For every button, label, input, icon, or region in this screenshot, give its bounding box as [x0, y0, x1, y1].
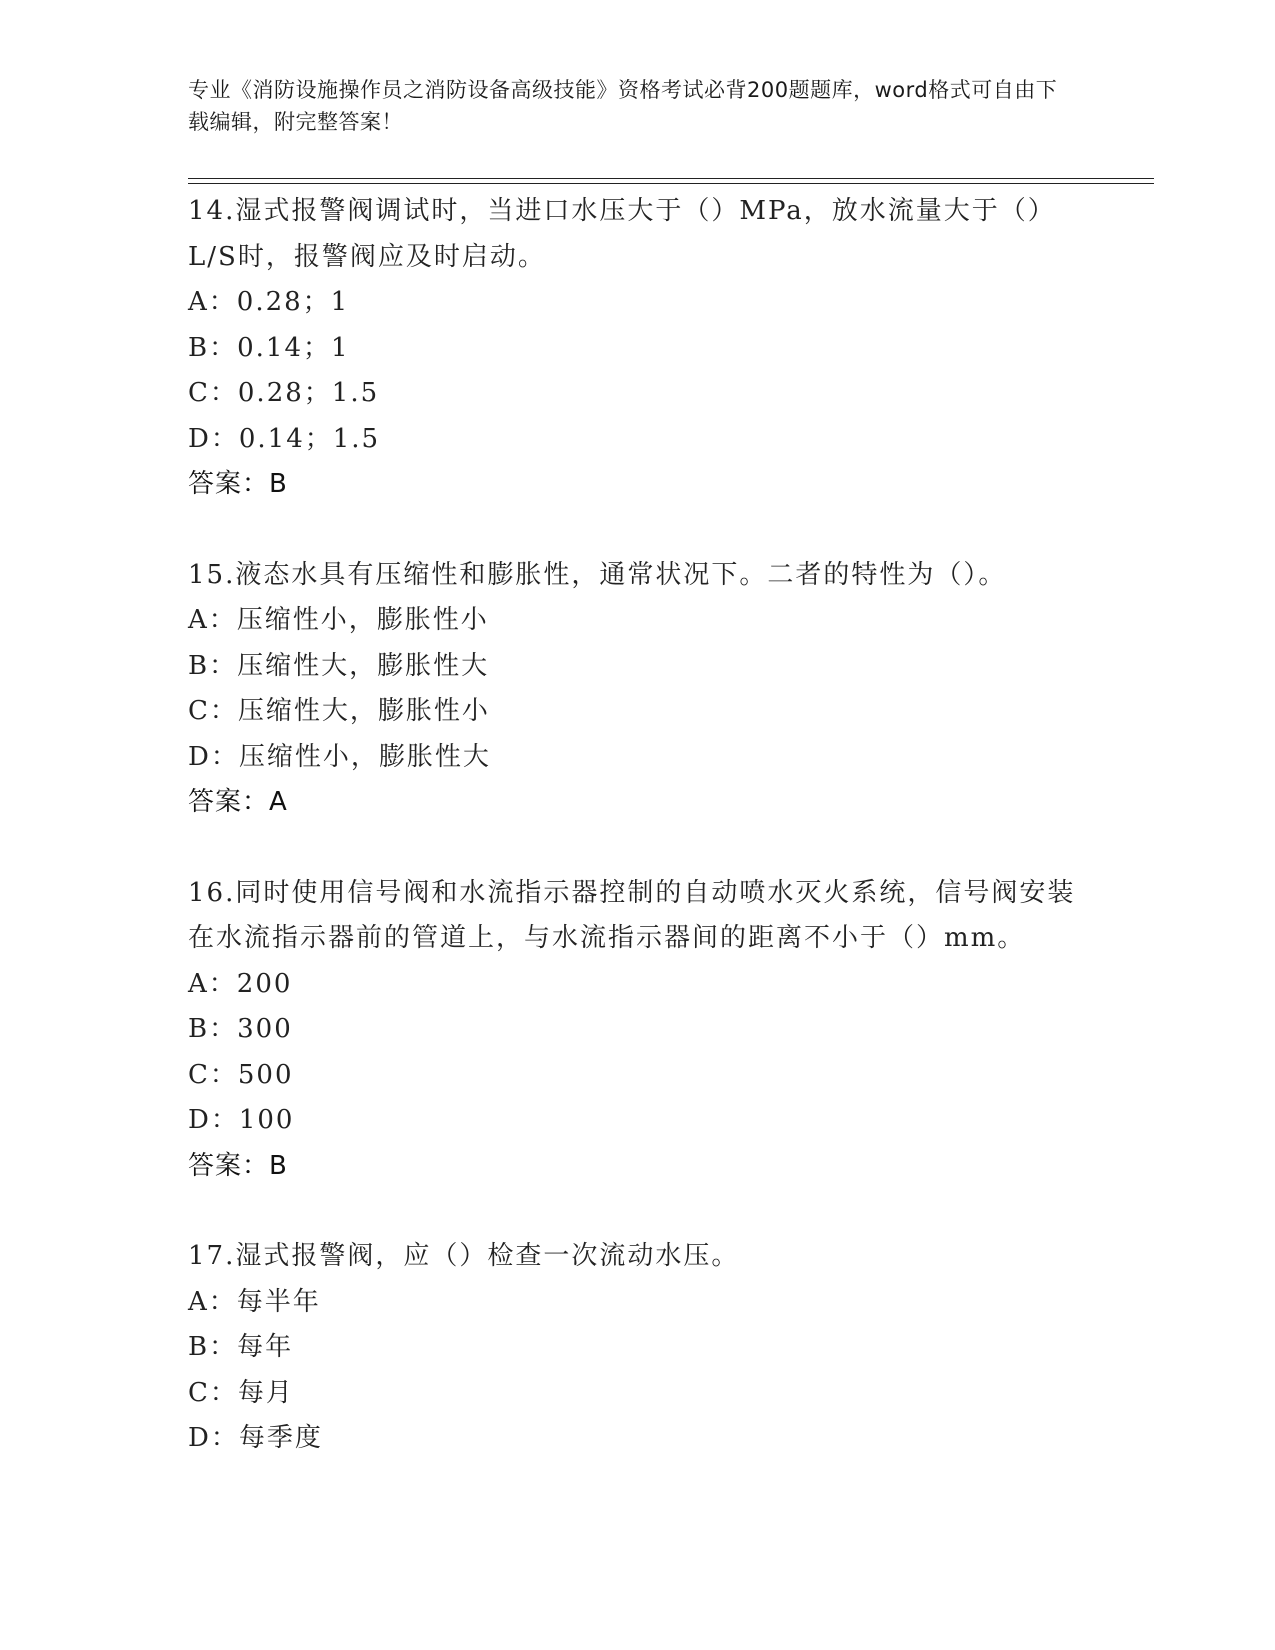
question-text: 14.湿式报警阀调试时，当进口水压大于（）MPa，放水流量大于（）L/S时，报警阀应及时启动。 [188, 196, 1056, 272]
header-divider-top [188, 178, 1154, 179]
header-divider-bottom [188, 183, 1154, 184]
option-a: A：压缩性小，膨胀性小 [188, 605, 489, 635]
option-a: A：0.28；1 [188, 287, 350, 317]
question-14 [188, 189, 1088, 508]
option-c: C：每月 [188, 1377, 294, 1408]
option-b: B：压缩性大，膨胀性大 [188, 650, 490, 681]
option-c: C：0.28；1.5 [188, 378, 380, 408]
question-text: 15.液态水具有压缩性和膨胀性，通常状况下。二者的特性为（）。 [188, 559, 1007, 590]
option-d: D：100 [188, 1105, 295, 1135]
option-d: D：压缩性小，膨胀性大 [188, 741, 491, 772]
option-b: B：300 [188, 1014, 293, 1044]
answer-label: 答案：B [188, 1150, 288, 1181]
option-c: C：500 [188, 1059, 294, 1090]
option-a: A：200 [188, 968, 293, 999]
option-b: B：0.14；1 [188, 332, 350, 363]
option-b: B：每年 [188, 1332, 294, 1362]
question-15 [188, 553, 1088, 826]
option-d: D：每季度 [188, 1423, 323, 1453]
option-d: D：0.14；1.5 [188, 423, 381, 454]
option-a: A：每半年 [188, 1286, 321, 1317]
question-text: 17.湿式报警阀，应（）检查一次流动水压。 [188, 1241, 740, 1271]
question-text: 16.同时使用信号阀和水流指示器控制的自动喷水灭火系统，信号阀安装在水流指示器前的管道上，与水流指示器间的距离不小于（）mm。 [188, 877, 1076, 953]
option-c: C：压缩性大，膨胀性小 [188, 696, 490, 726]
question-16 [188, 871, 1088, 1190]
answer-label: 答案：B [188, 469, 288, 499]
question-list [188, 189, 1088, 1462]
question-17 [188, 1234, 1088, 1462]
document-header: 专业《消防设施操作员之消防设备高级技能》资格考试必背200题题库，word格式可自由下载编辑，附完整答案！ [188, 78, 1058, 134]
answer-label: 答案：A [188, 787, 288, 817]
